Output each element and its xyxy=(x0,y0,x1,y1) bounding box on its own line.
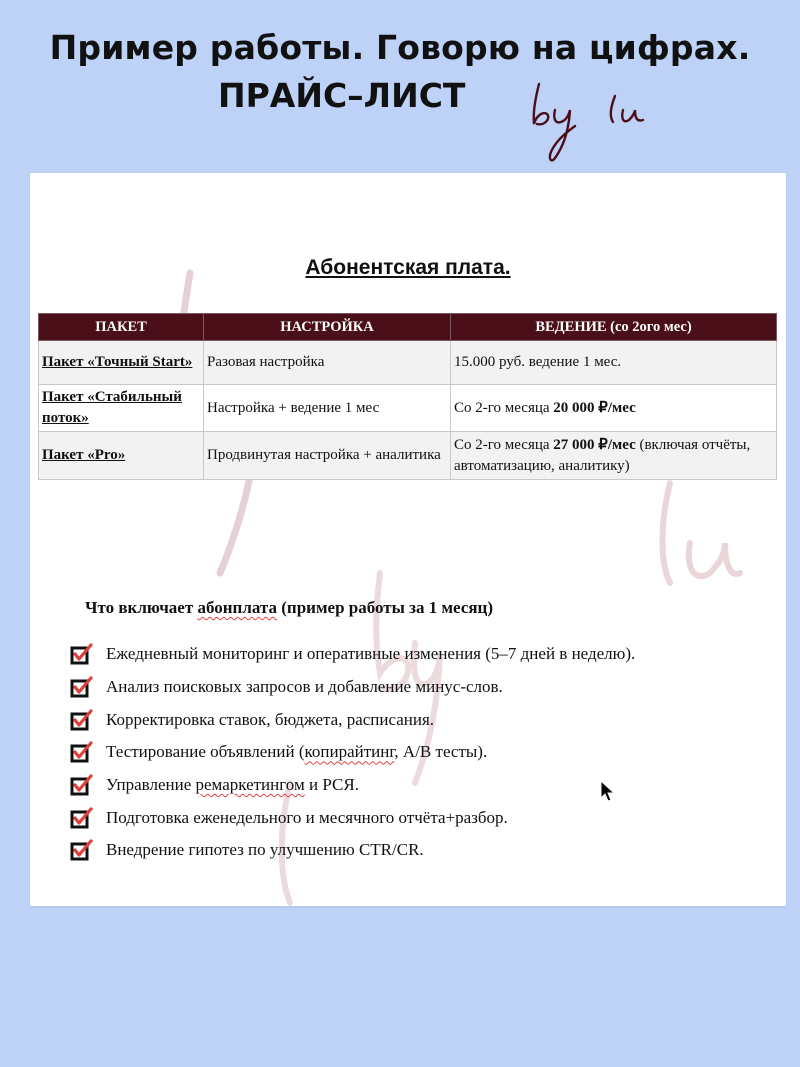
table-row xyxy=(39,432,777,480)
includes-title-text: Что включает xyxy=(85,598,198,617)
item-text: Тестирование объявлений ( xyxy=(106,742,305,762)
package-name: Пакет «Pro» xyxy=(39,432,204,480)
watermark-logo xyxy=(630,473,750,623)
list-item xyxy=(70,703,635,736)
item-text: Внедрение гипотез по улучшению CTR/CR. xyxy=(106,840,424,860)
list-item xyxy=(70,638,635,671)
table-row xyxy=(39,385,777,432)
setup-cell: Настройка + ведение 1 мес xyxy=(204,385,451,432)
list-item-text xyxy=(106,840,424,860)
management-price: 27 000 ₽/мес xyxy=(553,436,636,453)
column-header: НАСТРОЙКА xyxy=(204,314,451,341)
item-text: Ежедневный мониторинг и оперативные изменения (5–7 дней в неделю). xyxy=(106,644,636,664)
item-text: Анализ поисковых запросов и добавление минус-слов. xyxy=(106,677,503,697)
sheet-title: Абонентская плата. xyxy=(305,256,511,279)
mouse-pointer-icon xyxy=(600,780,616,804)
price-table xyxy=(38,313,777,480)
checked-box-icon xyxy=(70,675,94,699)
checked-box-icon xyxy=(70,642,94,666)
column-header: ВЕДЕНИЕ (со 2ого мес) xyxy=(451,314,777,341)
includes-list xyxy=(70,638,635,867)
package-name: Пакет «Стабильный поток» xyxy=(39,385,204,432)
management-text: Со 2-го месяца xyxy=(454,399,554,416)
column-header: ПАКЕТ xyxy=(39,314,204,341)
list-item xyxy=(70,801,635,834)
item-text: Подготовка еженедельного и месячного отчёта+разбор. xyxy=(106,807,508,827)
list-item xyxy=(70,769,635,802)
includes-title-spell: абонплата xyxy=(197,598,277,617)
checked-box-icon xyxy=(70,708,94,732)
item-text: и РСЯ. xyxy=(304,775,359,795)
list-item-text xyxy=(106,710,434,730)
list-item-text xyxy=(106,808,508,828)
checked-box-icon xyxy=(70,806,94,830)
list-item-text xyxy=(106,677,503,697)
includes-title-text: (пример работы за 1 месяц) xyxy=(276,598,494,617)
item-spell-text: копирайтинг xyxy=(304,742,395,762)
list-item xyxy=(70,834,635,867)
list-item-text xyxy=(106,644,635,664)
setup-cell: Продвинутая настройка + аналитика xyxy=(204,432,451,480)
includes-title xyxy=(85,598,493,618)
item-text: , A/B тесты). xyxy=(394,742,488,762)
package-name: Пакет «Точный Start» xyxy=(39,341,204,385)
item-spell-text: ремаркетингом xyxy=(195,775,305,795)
checked-box-icon xyxy=(70,740,94,764)
checked-box-icon xyxy=(70,838,94,862)
management-note: (включая отчёты, автоматизацию, аналитику) xyxy=(454,436,751,474)
checked-box-icon xyxy=(70,773,94,797)
management-cell xyxy=(451,385,777,432)
list-item xyxy=(70,671,635,704)
table-header-row xyxy=(39,314,777,341)
price-sheet xyxy=(30,173,786,906)
page-title: Пример работы. Говорю на цифрах. xyxy=(49,28,751,67)
item-text: Управление xyxy=(106,775,196,795)
management-cell xyxy=(451,341,777,385)
signature-logo xyxy=(525,78,665,164)
management-text: Со 2-го месяца xyxy=(454,436,554,453)
setup-cell: Разовая настройка xyxy=(204,341,451,385)
management-price: 20 000 ₽/мес xyxy=(553,399,636,416)
list-item-text xyxy=(106,742,487,762)
management-text: 15.000 руб. ведение 1 мес. xyxy=(454,354,622,370)
page-subtitle: ПРАЙС–ЛИСТ xyxy=(218,76,466,115)
list-item xyxy=(70,736,635,769)
management-cell xyxy=(451,432,777,480)
table-row xyxy=(39,341,777,385)
item-text: Корректировка ставок, бюджета, расписания. xyxy=(106,709,435,729)
list-item-text xyxy=(106,775,359,795)
